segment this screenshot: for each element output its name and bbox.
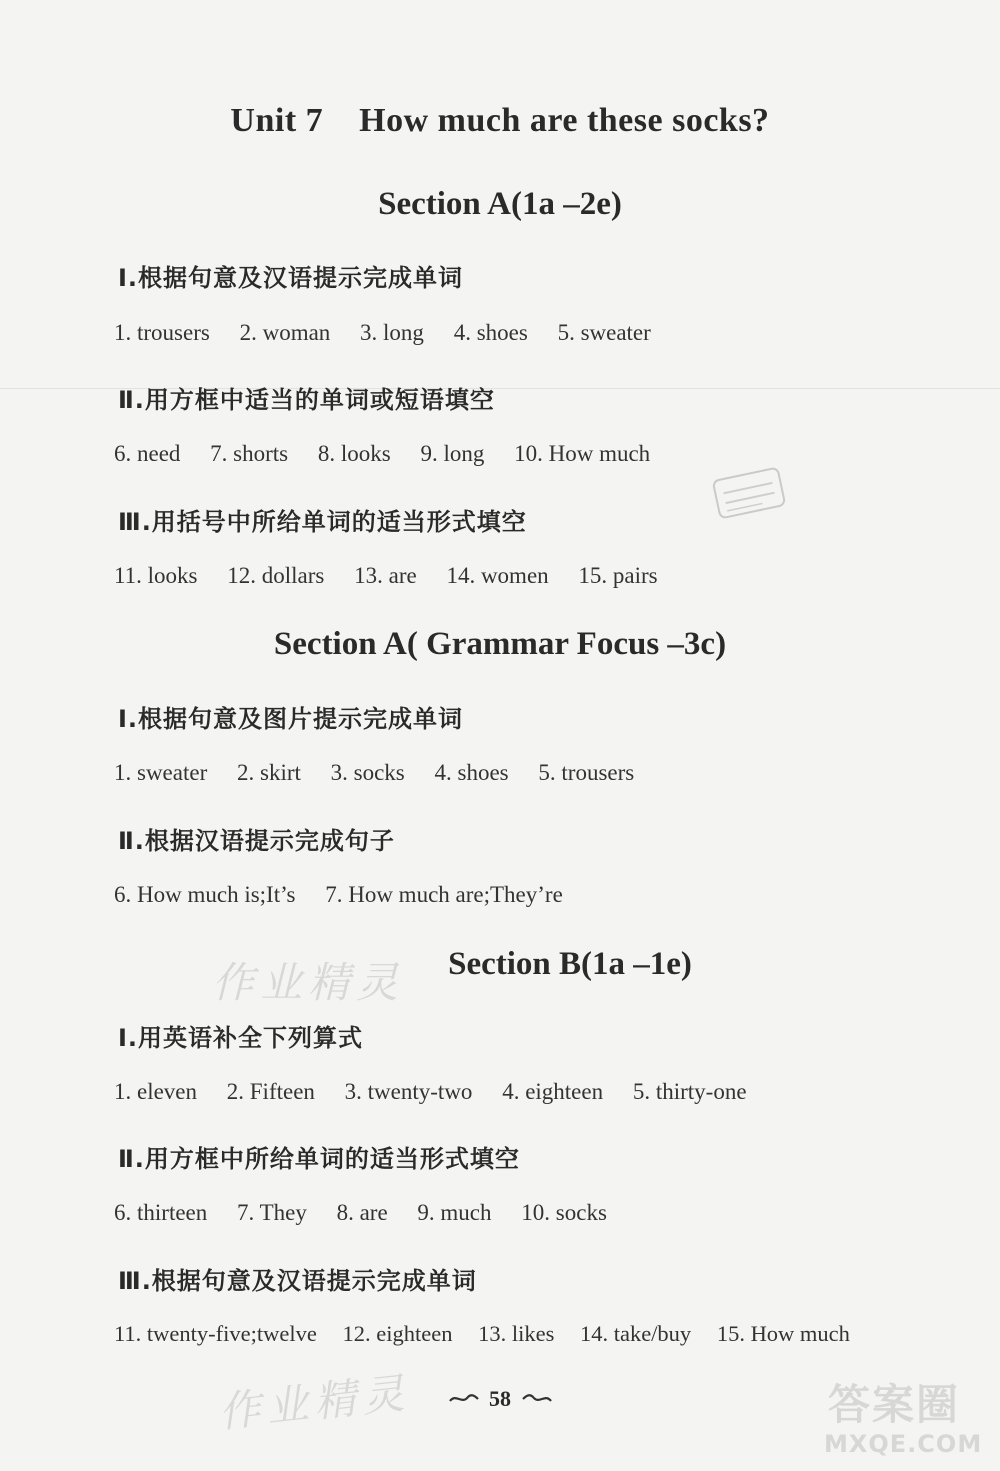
- answer-item: 2. skirt: [237, 760, 301, 785]
- answer-item: 5. sweater: [557, 320, 651, 345]
- answer-item: 4. shoes: [434, 760, 509, 785]
- answer-item: 7. How much are;They’re: [325, 882, 563, 907]
- answer-item: 5. trousers: [538, 760, 635, 785]
- part-title: Ⅰ.根据句意及汉语提示完成单词: [118, 264, 464, 292]
- answer-item: 1. sweater: [114, 760, 208, 785]
- answer-line: [114, 882, 587, 908]
- part-title: Ⅰ.用英语补全下列算式: [118, 1024, 364, 1052]
- answer-item: 13. are: [354, 563, 417, 588]
- answer-item: 3. twenty-two: [344, 1079, 473, 1104]
- answer-item: 8. are: [336, 1200, 388, 1225]
- part-title: Ⅰ.根据句意及图片提示完成单词: [118, 705, 464, 733]
- answer-item: 8. looks: [317, 441, 391, 466]
- answer-item: 6. How much is;It’s: [114, 882, 296, 907]
- watermark-stamp-icon: [708, 463, 790, 523]
- answer-item: 9. long: [420, 441, 485, 466]
- left-ornament-icon: [448, 1391, 480, 1407]
- part-title: Ⅲ.根据句意及汉语提示完成单词: [118, 1267, 477, 1295]
- answer-item: 9. much: [417, 1200, 492, 1225]
- watermark-text: 作业精灵: [216, 1368, 413, 1437]
- answer-item: 10. socks: [521, 1200, 607, 1225]
- answer-item: 7. They: [237, 1200, 307, 1225]
- answer-item: 6. need: [114, 441, 181, 466]
- answer-item: 11. looks: [114, 563, 198, 588]
- answer-item: 15. How much: [716, 1321, 850, 1346]
- answer-item: 10. How much: [514, 441, 651, 466]
- answer-item: 12. eighteen: [342, 1321, 453, 1346]
- answer-item: 2. woman: [239, 320, 331, 345]
- answer-item: 14. take/buy: [579, 1321, 692, 1346]
- watermark-logo-text: 答案圈: [828, 1380, 961, 1429]
- answer-item: 12. dollars: [227, 563, 325, 588]
- answer-line: [114, 1079, 771, 1105]
- answer-item: 14. women: [446, 563, 549, 588]
- answer-item: 3. socks: [330, 760, 405, 785]
- right-ornament-icon: [521, 1391, 553, 1407]
- part-title: Ⅲ.用括号中所给单词的适当形式填空: [118, 508, 527, 536]
- answer-item: 4. shoes: [453, 320, 528, 345]
- answer-line: [114, 760, 658, 786]
- answer-line: [114, 320, 675, 346]
- answer-line: [114, 563, 682, 589]
- section-title-a1: Section A(1a –2e): [378, 186, 622, 222]
- answer-item: 2. Fifteen: [226, 1079, 315, 1104]
- watermark-logo: [824, 1372, 983, 1462]
- answer-item: 3. long: [360, 320, 424, 345]
- answer-item: 4. eighteen: [502, 1079, 604, 1104]
- answer-item: 5. thirty-one: [632, 1079, 747, 1104]
- answer-item: 1. eleven: [114, 1079, 198, 1104]
- section-title-b1: Section B(1a –1e): [448, 946, 692, 982]
- part-title: Ⅱ.用方框中适当的单词或短语填空: [118, 386, 495, 414]
- answer-item: 11. twenty-five;twelve: [114, 1321, 317, 1346]
- part-title: Ⅱ.根据汉语提示完成句子: [118, 827, 395, 855]
- part-title: Ⅱ.用方框中所给单词的适当形式填空: [118, 1145, 520, 1173]
- unit-title: Unit 7 How much are these socks?: [230, 102, 770, 139]
- answer-line: [114, 1321, 850, 1347]
- answer-item: 15. pairs: [578, 563, 658, 588]
- answer-item: 13. likes: [478, 1321, 555, 1346]
- answer-item: 6. thirteen: [114, 1200, 208, 1225]
- page-number-value: 58: [489, 1385, 511, 1411]
- answer-line: [114, 1200, 631, 1226]
- answer-line: [114, 441, 674, 467]
- answer-item: 7. shorts: [210, 441, 289, 466]
- section-title-a2: Section A( Grammar Focus –3c): [273, 626, 727, 662]
- watermark-logo-url: MXQE.COM: [824, 1430, 983, 1458]
- watermark-text: 作业精灵: [212, 958, 405, 1007]
- answer-item: 1. trousers: [114, 320, 210, 345]
